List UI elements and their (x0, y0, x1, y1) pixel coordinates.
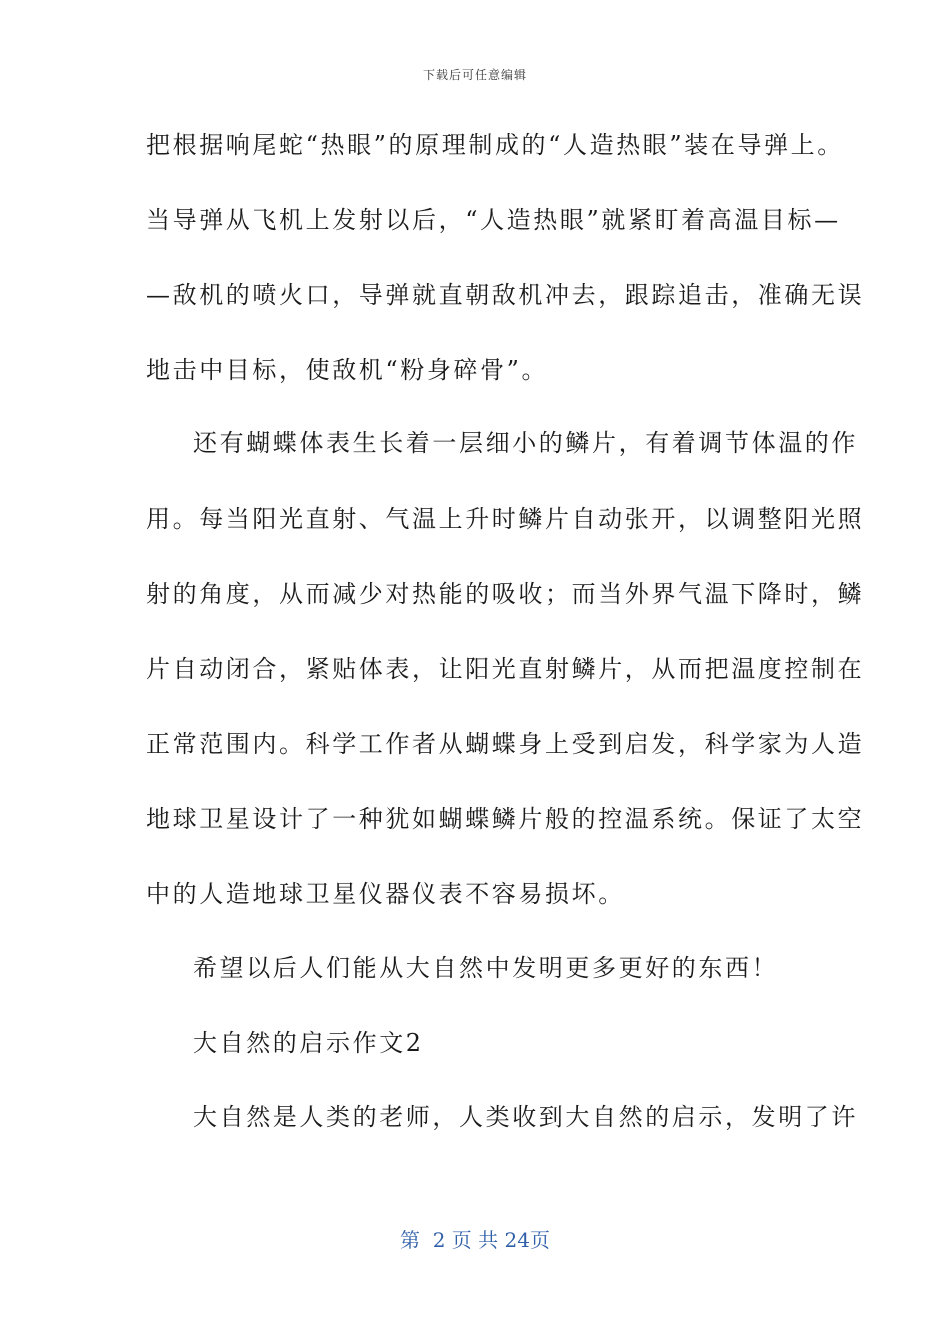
body-text-line: 射的角度，从而减少对热能的吸收；而当外界气温下降时，鳞 (146, 580, 865, 608)
body-text-line: 地击中目标，使敌机“粉身碎骨”。 (146, 356, 549, 384)
body-text-line: 正常范围内。科学工作者从蝴蝶身上受到启发，科学家为人造 (146, 730, 865, 758)
page-header-note: 下载后可任意编辑 (422, 68, 527, 82)
body-text-line: 把根据响尾蛇“热眼”的原理制成的“人造热眼”装在导弹上。 (146, 131, 844, 159)
body-text-line: 地球卫星设计了一种犹如蝴蝶鳞片般的控温系统。保证了太空 (146, 805, 865, 833)
section-title: 大自然的启示作文2 (193, 1029, 424, 1057)
paragraph-start-line: 大自然是人类的老师，人类收到大自然的启示，发明了许 (193, 1103, 858, 1131)
body-text-line: —敌机的喷火口，导弹就直朝敌机冲去，跟踪追击，准确无误 (146, 281, 865, 309)
page-number-footer: 第 2 页 共 24页 (400, 1228, 550, 1252)
body-text-line: 中的人造地球卫星仪器仪表不容易损坏。 (146, 880, 625, 908)
body-text-line: 当导弹从飞机上发射以后，“人造热眼”就紧盯着高温目标— (146, 206, 841, 234)
body-text-line: 片自动闭合，紧贴体表，让阳光直射鳞片，从而把温度控制在 (146, 655, 865, 683)
body-text-line: 用。每当阳光直射、气温上升时鳞片自动张开，以调整阳光照 (146, 505, 865, 533)
paragraph-start-line: 希望以后人们能从大自然中发明更多更好的东西！ (193, 954, 779, 982)
paragraph-start-line: 还有蝴蝶体表生长着一层细小的鳞片，有着调节体温的作 (193, 429, 858, 457)
